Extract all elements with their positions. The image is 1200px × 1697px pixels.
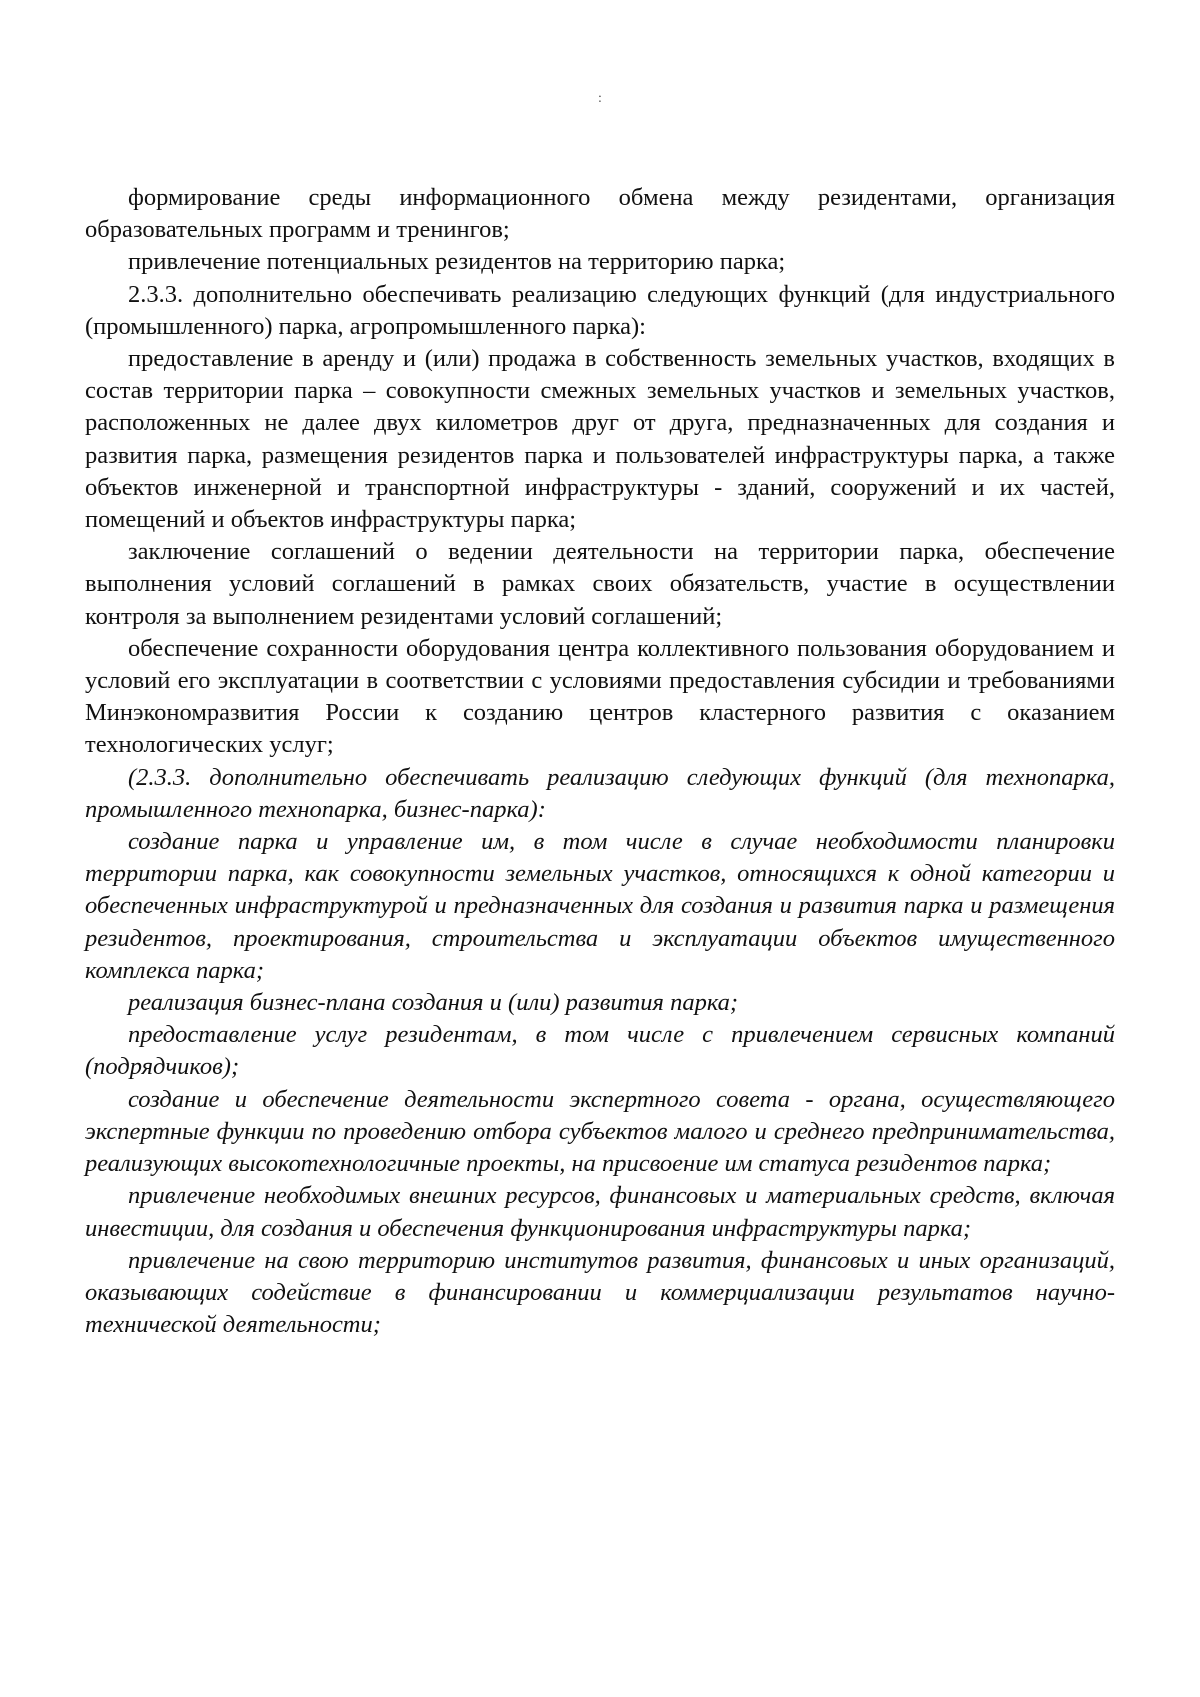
- paragraph: привлечение потенциальных резидентов на территорию парка;: [128, 248, 786, 276]
- paragraph: реализация бизнес-плана создания и (или) развития парка;: [128, 989, 739, 1017]
- page-mark: :: [598, 91, 602, 106]
- paragraph: формирование среды информационного обмена между резидентами, организация образовательных программ и тренингов;: [85, 184, 1115, 244]
- paragraph: предоставление в аренду и (или) продажа в собственность земельных участков, входящих в состав территории парка – совокупности смежных земельных участков и земельных участков, расположенных не далее двух километров друг от друга, предназначенных для создания и развития парка, размещения резидентов парка и пользователей инфраструктуры парка, а также объектов инженерной и транспортной инфраструктуры - зданий, сооружений и их частей, помещений и объектов инфраструктуры парка;: [85, 345, 1115, 534]
- paragraph: обеспечение сохранности оборудования центра коллективного пользования оборудованием и условий его эксплуатации в соответствии с условиями предоставления субсидии и требованиями Минэкономразвития России к созданию центров кластерного развития с оказанием технологических услуг;: [85, 634, 1115, 759]
- paragraph: создание и обеспечение деятельности экспертного совета - органа, осуществляющего экспертные функции по проведению отбора субъектов малого и среднего предпринимательства, реализующих высокотехнологичные проекты, на присвоение им статуса резидентов парка;: [85, 1085, 1115, 1178]
- document-body: [85, 182, 1115, 1341]
- paragraph: создание парка и управление им, в том числе в случае необходимости планировки территории парка, как совокупности земельных участков, относящихся к одной категории и обеспеченных инфраструктурой и предназначенных для создания и развития парка и размещения резидентов, проектирования, строительства и эксплуатации объектов имущественного комплекса парка;: [85, 828, 1115, 984]
- paragraph: заключение соглашений о ведении деятельности на территории парка, обеспечение выполнения условий соглашений в рамках своих обязательств, участие в осуществлении контроля за выполнением резидентами условий соглашений;: [85, 538, 1115, 630]
- paragraph-clause-2-3-3-alt: (2.3.3. дополнительно обеспечивать реализацию следующих функций (для технопарка, промышленного технопарка, бизнес-парка):: [85, 763, 1115, 823]
- paragraph: предоставление услуг резидентам, в том числе с привлечением сервисных компаний (подрядчиков);: [85, 1021, 1115, 1081]
- paragraph-clause-2-3-3: 2.3.3. дополнительно обеспечивать реализацию следующих функций (для индустриального (промышленного) парка, агропромышленного парка):: [85, 280, 1115, 340]
- paragraph: привлечение на свою территорию институтов развития, финансовых и иных организаций, оказывающих содействие в финансировании и коммерциализации результатов научно-технической деятельности;: [85, 1246, 1115, 1339]
- paragraph: привлечение необходимых внешних ресурсов, финансовых и материальных средств, включая инвестиции, для создания и обеспечения функционирования инфраструктуры парка;: [85, 1182, 1115, 1242]
